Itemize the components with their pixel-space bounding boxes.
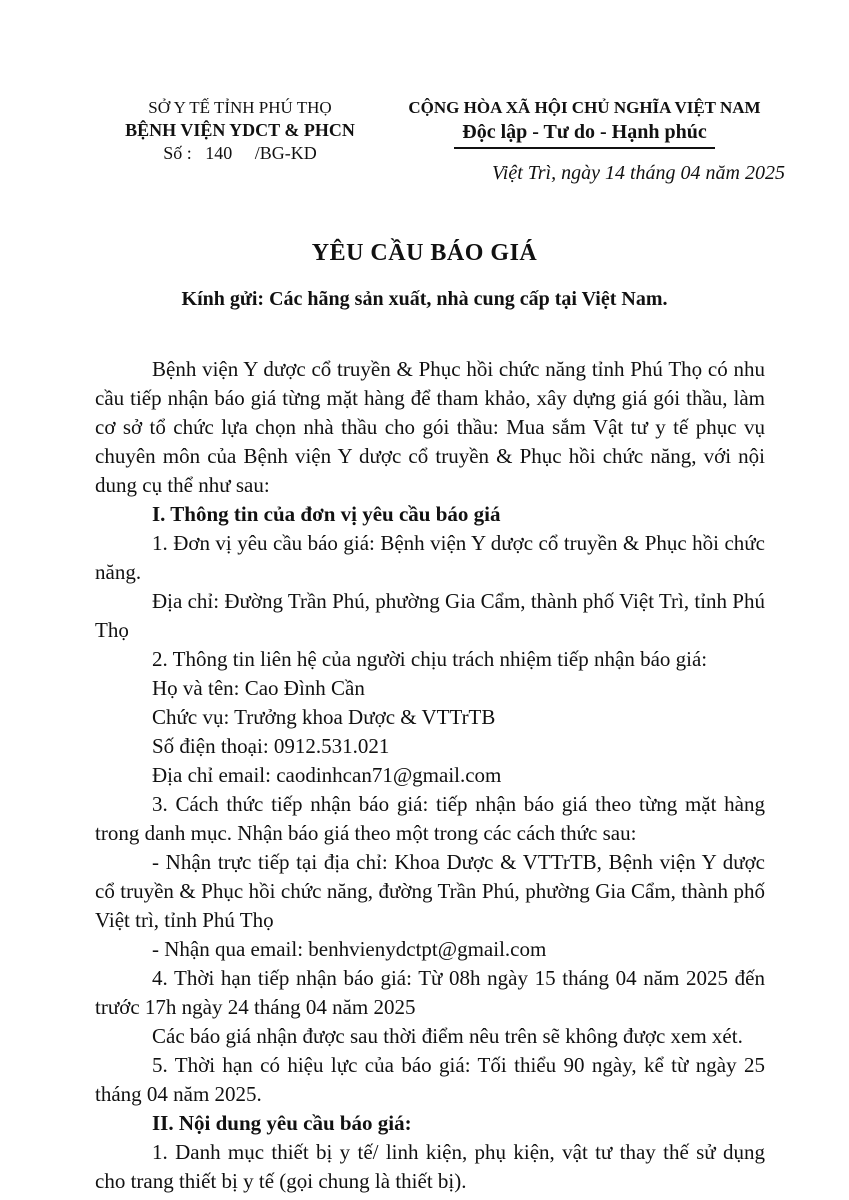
- place-date-line: Việt Trì, ngày 14 tháng 04 năm 2025: [492, 162, 785, 184]
- document-body: [0, 355, 849, 1196]
- document-header: [0, 96, 849, 185]
- deadline-line: 4. Thời hạn tiếp nhận báo giá: Từ 08h ngày 15 tháng 04 năm 2025 đến trước 17h ngày 24 tháng 04 năm 2025: [95, 966, 765, 1019]
- late-quotes-note: Các báo giá nhận được sau thời điểm nêu trên sẽ không được xem xét.: [152, 1024, 743, 1048]
- receiving-method-direct: - Nhận trực tiếp tại địa chỉ: Khoa Dược & VTTrTB, Bệnh viện Y dược cổ truyền & Phục hồi chức năng, đường Trần Phú, phường Gia Cẩm, thành phố Việt trì, tỉnh Phú Thọ: [95, 850, 765, 932]
- salutation-line: Kính gửi: Các hãng sản xuất, nhà cung cấp tại Việt Nam.: [181, 288, 668, 310]
- issuer-authority: SỞ Y TẾ TỈNH PHÚ THỌ: [148, 98, 332, 117]
- national-title: CỘNG HÒA XÃ HỘI CHỦ NGHĨA VIỆT NAM: [408, 98, 761, 117]
- address-line: Địa chỉ: Đường Trần Phú, phường Gia Cẩm, thành phố Việt Trì, tỉnh Phú Thọ: [95, 589, 765, 642]
- receiving-method-heading: 3. Cách thức tiếp nhận báo giá: tiếp nhận báo giá theo từng mặt hàng trong danh mục. Nhận báo giá theo một trong các cách thức sau:: [95, 792, 765, 845]
- document-title: YÊU CẦU BÁO GIÁ: [311, 240, 538, 266]
- document-number: Số : 140 /BG-KD: [163, 143, 317, 163]
- intro-paragraph: Bệnh viện Y dược cổ truyền & Phục hồi chức năng tỉnh Phú Thọ có nhu cầu tiếp nhận báo giá từng mặt hàng để tham khảo, xây dựng giá gói thầu, làm cơ sở tổ chức lựa chọn nhà thầu cho gói thầu: Mua sắm Vật tư y tế phục vụ chuyên môn của Bệnh viện Y dược cổ truyền & Phục hồi chức năng, với nội dung cụ thể như sau:: [95, 357, 765, 497]
- contact-position-line: Chức vụ: Trưởng khoa Dược & VTTrTB: [152, 705, 496, 729]
- requesting-unit-line: 1. Đơn vị yêu cầu báo giá: Bệnh viện Y dược cổ truyền & Phục hồi chức năng.: [95, 531, 765, 584]
- validity-line: 5. Thời hạn có hiệu lực của báo giá: Tối thiểu 90 ngày, kể từ ngày 25 tháng 04 năm 2025.: [95, 1053, 765, 1106]
- contact-info-heading: 2. Thông tin liên hệ của người chịu trách nhiệm tiếp nhận báo giá:: [152, 647, 708, 671]
- issuer-block: [100, 96, 380, 165]
- section-ii-heading: II. Nội dung yêu cầu báo giá:: [152, 1111, 412, 1135]
- national-motto: Độc lập - Tư do - Hạnh phúc: [454, 120, 714, 149]
- issuer-organization: BỆNH VIỆN YDCT & PHCN: [125, 120, 355, 140]
- national-header-block: [382, 96, 787, 185]
- contact-phone-line: Số điện thoại: 0912.531.021: [152, 734, 390, 758]
- equipment-list-line: 1. Danh mục thiết bị y tế/ linh kiện, phụ kiện, vật tư thay thế sử dụng cho trang thiết bị y tế (gọi chung là thiết bị).: [95, 1140, 765, 1193]
- receiving-method-email: - Nhận qua email: benhvienydctpt@gmail.com: [152, 937, 547, 961]
- contact-email-line: Địa chỉ email: caodinhcan71@gmail.com: [152, 763, 502, 787]
- contact-name-line: Họ và tên: Cao Đình Cần: [152, 676, 365, 700]
- section-i-heading: I. Thông tin của đơn vị yêu cầu báo giá: [152, 502, 501, 526]
